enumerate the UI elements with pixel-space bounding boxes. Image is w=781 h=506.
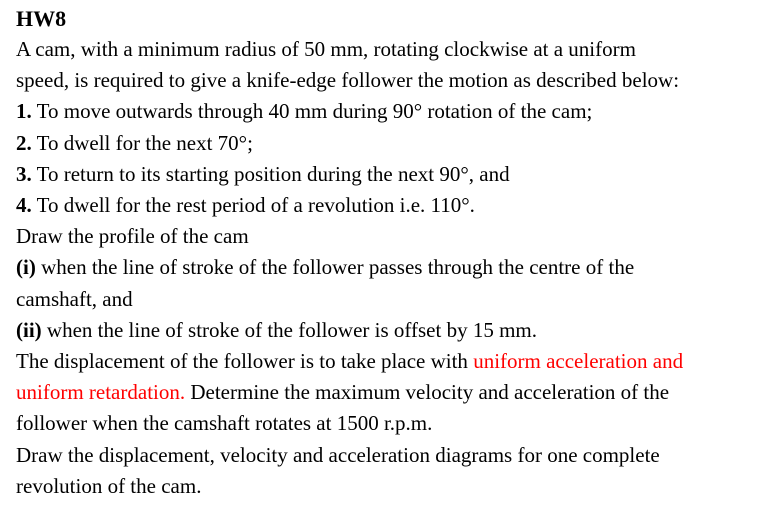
step-3-number: 3. — [16, 161, 32, 186]
final-line-1: Draw the displacement, velocity and acceleration diagrams for one complete — [16, 442, 660, 467]
case-i-line-1 — [16, 252, 778, 283]
step-3 — [16, 159, 778, 190]
displacement-line-1 — [16, 346, 778, 377]
case-ii-text: when the line of stroke of the follower is offset by 15 mm. — [41, 317, 538, 342]
intro-line-2: speed, is required to give a knife-edge follower the motion as described below: — [16, 68, 680, 93]
displacement-line-3: follower when the camshaft rotates at 1500 r.p.m. — [16, 411, 433, 436]
case-i-line-2: camshaft, and — [16, 286, 133, 311]
step-2-number: 2. — [16, 130, 32, 155]
highlight-uniform-retardation: uniform retardation. — [16, 380, 186, 405]
homework-document — [16, 4, 778, 502]
displacement-line-2 — [16, 377, 778, 408]
displacement-text-1: The displacement of the follower is to take place with — [16, 349, 474, 374]
step-4 — [16, 190, 778, 221]
intro-line-1: A cam, with a minimum radius of 50 mm, rotating clockwise at a uniform — [16, 37, 636, 61]
case-ii-line — [16, 315, 778, 346]
case-i-text: when the line of stroke of the follower passes through the centre of the — [35, 255, 635, 280]
step-2 — [16, 128, 778, 159]
final-line-2: revolution of the cam. — [16, 473, 202, 498]
step-4-number: 4. — [16, 193, 32, 218]
step-3-text: To return to its starting position during the next 90°, and — [31, 161, 510, 186]
draw-profile-line: Draw the profile of the cam — [16, 224, 249, 249]
step-1 — [16, 96, 778, 127]
step-4-text: To dwell for the rest period of a revolution i.e. 110°. — [31, 193, 475, 218]
highlight-uniform-acceleration: uniform acceleration and — [473, 349, 684, 374]
step-1-text: To move outwards through 40 mm during 90° rotation of the cam; — [31, 99, 593, 124]
case-i-number: (i) — [16, 255, 36, 280]
displacement-text-2: Determine the maximum velocity and acceleration of the — [185, 380, 670, 405]
step-2-text: To dwell for the next 70°; — [31, 130, 253, 155]
step-1-number: 1. — [16, 99, 32, 124]
document-title: HW8 — [16, 6, 67, 31]
case-ii-number: (ii) — [16, 317, 42, 342]
